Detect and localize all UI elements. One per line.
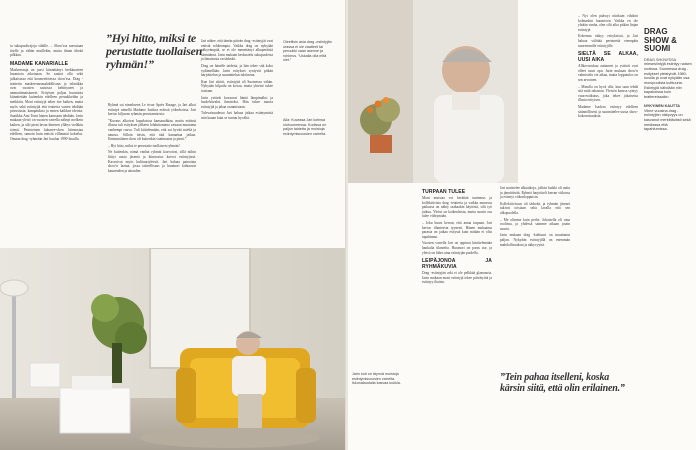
sidebar-title: DRAG SHOW & SUOMI [644, 27, 677, 53]
body-text: Kollektiivisuus oli tärkeää, ja ryhmän jäsenet tukivat toisiaan sekä lavalla että sen ulkopuolella. [500, 201, 570, 215]
body-text: – Minulla on hyvä olla, kun saan tehdä sitä mitä rakastan. Yleisön kanssa syntyy vuorovaikutus, joka tekee jokaisesta illasta erityisen. [578, 84, 638, 103]
left-col-3 [201, 39, 273, 123]
section-heading: SIELTÄ SE ALKAA, UUSI AIKA [578, 51, 638, 64]
body-text: Jari näkee, että tämän päivän drag -esiintyjät ovat entistä rohkeampia. Vaikka drag on nykyään näkyvämpää, se ei ole menettänyt alkuperäistä särmäänsä. Jarin mukaan keskustelu sukupuolesta ja ilmaisusta on tärkeää. [201, 39, 273, 62]
pull-quote-right: ”Tein pahaa itselleni, koska kärsin siitä, että olin erilainen.” [500, 372, 625, 394]
body-text: Jarin mukaan drag -kulttuuri on muuttunut paljon. Nykyään esiintyjillä on enemmän mahdollisuuksia ja näkyvyyttä. [500, 233, 570, 247]
right-page [348, 0, 696, 450]
sidebar-body: DRAG SHOW'SSA miesesiintyjä esiintyy naisen roolissa. Suomessa drag -esitykset yleistyivät 1980-luvulla ja ovat nykyään osa monipuolista kulttuuria. Esiintyjiä nähdään niin kapakoissa kuin teattereissakin. [644, 57, 692, 100]
right-col-1 [422, 186, 492, 287]
pull-quote: ”Hyi hitto, miksi te perustatte tuollaisen ryhmän!” [106, 31, 203, 71]
left-col-2 [108, 103, 196, 175]
body-text: Tulevaisuudessa Jari haluaa jatkaa esiintymistä niin kauan kuin se tuntuu hyvältä. [201, 111, 273, 120]
body-text: Vuosien varrella Jari on oppinut käsittelemään hankalia tilanteita. Huumori on paras ase, ja yleisö on lähes aina esiintyjän puolella. [422, 241, 492, 255]
body-text: ”Kuvaus alkoivat kapakoissa kansanuhkaa, mutta eräässä illassa tuli esityksen jälkeen lohduttomana vastaan muutama vanhempi rouva. Tuli kiittelemään, että sai hyvää mieltä ja naurua. Silloin tiesin, että tätä kannattaa jatkaa. Ensimmäinen show oli kuitenkin vaatimaton ja pieni.” [108, 118, 196, 142]
section-heading: MADAME KANARIALLE [10, 60, 69, 67]
left-col-1 [10, 44, 83, 143]
body-text: Kokemus näkyy esityksissä, ja Jari haluaa välittää perinnettä eteenpäin nuoremmille esiintyjille. [578, 34, 638, 48]
photo-caption: Oleellisin asia drag -esiintyjän urassa ei ole vaatteet tai peruukki vaan asenne ja rohkeus. ”Uskalla olla mitä olet.” [283, 40, 332, 63]
intro-text: ta sukupuolirajoja vähille. – Show'ssa saavutaan itselle ja vähän muillekin, mutta ilman tiheää pilkkaa. [10, 44, 83, 58]
body-text: – Hyi hitto, miksi te perustatte tuollaisen ryhmän! [108, 143, 180, 148]
body-text: Ryhmä sai nimekseen Le rivue Après Rasage, ja Jari alkoi esiintyä nimellä Madame Isadora eräissä yökerhoissa. Jari kertoo kiljuvan ryhmän perustamisesta: [108, 103, 196, 117]
body-text: – Me olimme kuin perhe. Jokaisella oli oma roolinsa, ja yhdessä saimme aikaan jotain suurta. [500, 217, 570, 231]
body-text: Drag -esiintyjän arki ei ole pelkkää glamouria. Jarin mukaan moni esiintyjä tekee päivätyötä ja esiintyy iltaisin. [422, 271, 492, 285]
photo-caption-right: Jarin koti on täynnä muistoja esiintymisvuosien varrelta. Ikkunalaudalla kasvaa kukkia. [352, 372, 401, 386]
info-sidebar [644, 28, 692, 132]
living-room-photo [0, 248, 345, 450]
sidebar-body-2: Viime vuosina drag -esiintyjien näkyvyys on kasvanut merkittävästi sekä mediassa että tapahtumissa. [644, 108, 691, 132]
left-page [0, 0, 346, 450]
section-heading: TURPAAN TULEE [422, 189, 466, 195]
right-col-2 [500, 186, 570, 249]
body-text: – Joku huusi kerran, että antaa turpaan. Jari kertoo tilanteesta tyynesti. Hänen mukaansa parasta on jatkaa esitystä kuin mitään ei olisi tapahtunut. [422, 220, 492, 239]
body-text: Ne kuitenkin, nämä vanhat ryhmät kasvoivat, sillä niihin liittyi uusia jäseniä ja kiinnostus kasvoi esiintyjissä. Kasvoivat myös kulttuuriyleisöt. Jari haluaa painottaa show'n laatua, jossa taiteellisuus ja huumori kohtaavat kauneuden ja aitouden. [108, 150, 196, 173]
sidebar-subheading: NYKYINEN KAUTTA [644, 103, 680, 108]
body-text: Jari muistelee alkuaikoja, jolloin kaikki oli uutta ja jännittävää. Ryhmä harjoitteli kerran viikossa ja esiintyi viikonloppuisin. [500, 186, 570, 200]
body-text: Drag on hänelle taidetta, ja hän tekee sitä koko sydämellään. Jarin esitykset syntyvät pitkän harjoittelun ja suunnittelun tuloksena. [201, 63, 273, 78]
body-text: Moni muistaa voi kerättää tuntemus ja kollektiivista drag -teatteria ja vaikka monessa paikassa on nähty raakaakin käytöstä, silti työ jatkuu. Yleisö on kaikenlaista, mutta suurin osa tulee viihtymään. [422, 196, 492, 219]
body-text: Kun Jari aloitti, esiintyjiä oli Suomessa vähän. Nykyään kilpailu on kovaa, mutta yhteisö tukee toisiaan. [201, 79, 273, 93]
living-room-illustration [0, 248, 345, 450]
body-text: Maskeerauja on jussi kiinnittänyt herkkuuteen huomiota aikoinaan. Se saattoi olla sekä julkaisussa että kosmeettisessa show'ssa. Drag -teatterin maskeerausmahdollisuus ja tekniikka ovat vuosien saatossa kehittyneet ja ammattimaistuneet. Erityisen paljon huomiota kiinnitetään kuitenkin edelleen peruukkeihin ja meikkiin. Moni esiintyjä tekee itse kaiken, mutta myös sekä esiintyjiä että teatteria varten tehdään puvustusta, kampauksia ja ennen kaikkea ideoita. Saatikka Anu Tomi hänen kanssaan tehdään. Jarin mukaan yleisö on vuosien varrella nähnyt melkein kaiken, ja silti pieni lavan ihmisen yllätys vieläkin toimii. Perinteinen kabaree-show kiinnostaa edelleen, samoin kuin entistä villimmät kokeilut. Omaan drag -ryhmään Jari kuuluu 1990-luvulla. [10, 67, 83, 141]
body-text: Allkovnoskuu auttaneet ja ystävät ovat olleet suuri apu. Jarin mukaan show'n valmistelu vie aikaa, mutta lopputulos on sen arvoinen. [578, 64, 638, 82]
body-text: Jarin ystävät kuvaavat häntä lämpimäksi ja huolehtivaksi ihmiseksi. Hän tukee nuoria esiintyjiä ja jakaa osaamistaan. [201, 95, 273, 109]
portrait-illustration [348, 0, 518, 183]
portrait-photo [348, 0, 518, 183]
section-heading: LEIPÄJONOA JA RYHMÄKUVIA [422, 258, 492, 271]
photo-caption-2: Alla: Kuvassa Jari kotinsa olohuoneessa. Kodissa on paljon taidetta ja muistoja esiintymisvuosien varrelta. [283, 118, 327, 136]
right-col-3 [578, 14, 638, 121]
body-text: Madame Isadora esiintyy edelleen säännöllisesti ja suunnittelee uusia show-kokonaisuuksia. [578, 104, 638, 119]
body-text: – Nyt olen päässyt niinkuin vihdoin kolmaskin huomioon. Vaikka en ole yhtään vanha, olen silti aika pitkän linjan esiintyjä. [578, 14, 638, 32]
